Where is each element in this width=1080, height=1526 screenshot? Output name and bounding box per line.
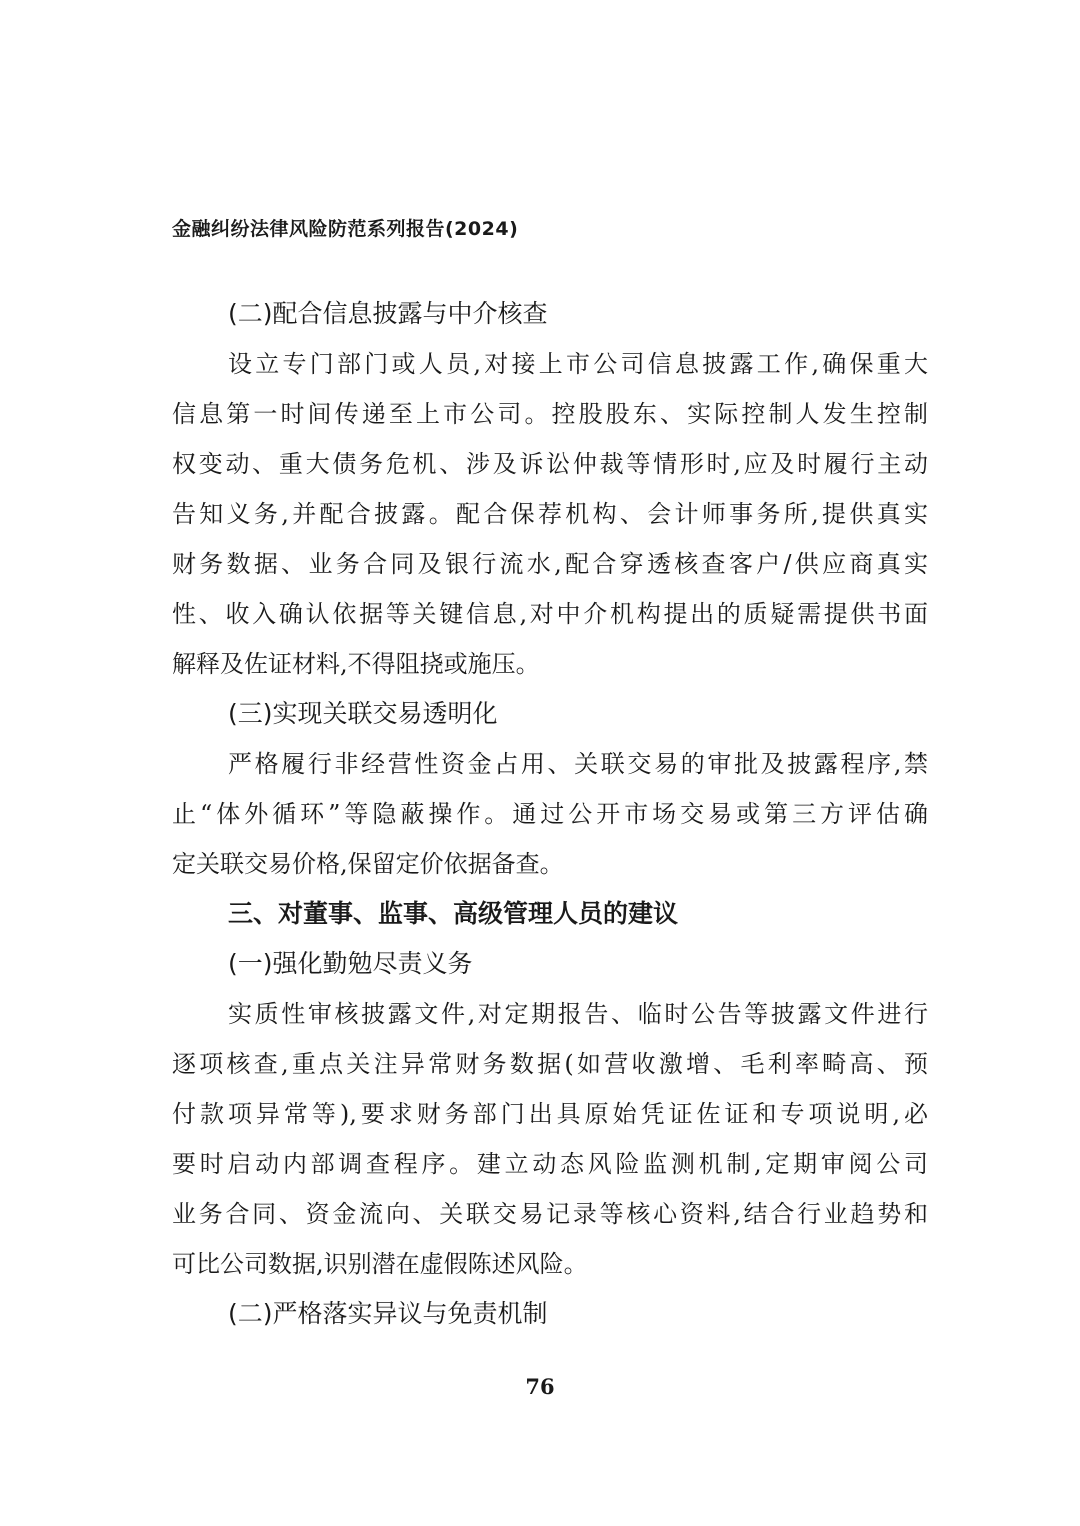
page-number: 76	[525, 1374, 555, 1399]
running-header-title: 金融纠纷法律风险防范系列报告(2024)	[172, 218, 519, 240]
paragraph-line: 付款项异常等),要求财务部门出具原始凭证佐证和专项说明,必	[172, 1100, 928, 1128]
paragraph-line: 信息第一时间传递至上市公司。控股股东、实际控制人发生控制	[172, 400, 928, 428]
paragraph-disclosure	[172, 339, 928, 689]
paragraph-line: 设立专门部门或人员,对接上市公司信息披露工作,确保重大	[228, 350, 928, 378]
paragraph-line: 实质性审核披露文件,对定期报告、临时公告等披露文件进行	[228, 1000, 928, 1028]
paragraph-diligence	[172, 989, 928, 1289]
paragraph-related-transactions	[172, 739, 928, 889]
paragraph-line: 权变动、重大债务危机、涉及诉讼仲裁等情形时,应及时履行主动	[172, 450, 928, 478]
subheading-disclosure: (二)配合信息披露与中介核查	[228, 299, 548, 328]
subheading-related-transactions: (三)实现关联交易透明化	[228, 699, 498, 728]
paragraph-line: 业务合同、资金流向、关联交易记录等核心资料,结合行业趋势和	[172, 1200, 928, 1228]
paragraph-line: 可比公司数据,识别潜在虚假陈述风险。	[172, 1250, 588, 1278]
page-content	[172, 289, 928, 1339]
subheading-objection: (二)严格落实异议与免责机制	[228, 1299, 548, 1328]
paragraph-line: 财务数据、业务合同及银行流水,配合穿透核查客户/供应商真实	[172, 550, 928, 578]
paragraph-line: 解释及佐证材料,不得阻挠或施压。	[172, 650, 540, 678]
paragraph-line: 定关联交易价格,保留定价依据备查。	[172, 850, 564, 878]
paragraph-line: 止“体外循环”等隐蔽操作。通过公开市场交易或第三方评估确	[172, 800, 928, 828]
paragraph-line: 要时启动内部调查程序。建立动态风险监测机制,定期审阅公司	[172, 1150, 928, 1178]
section-heading-directors: 三、对董事、监事、高级管理人员的建议	[228, 899, 679, 928]
paragraph-line: 严格履行非经营性资金占用、关联交易的审批及披露程序,禁	[228, 750, 928, 778]
subheading-diligence: (一)强化勤勉尽责义务	[228, 949, 473, 978]
paragraph-line: 性、收入确认依据等关键信息,对中介机构提出的质疑需提供书面	[172, 600, 928, 628]
paragraph-line: 逐项核查,重点关注异常财务数据(如营收激增、毛利率畸高、预	[172, 1050, 928, 1078]
paragraph-line: 告知义务,并配合披露。配合保荐机构、会计师事务所,提供真实	[172, 500, 928, 528]
